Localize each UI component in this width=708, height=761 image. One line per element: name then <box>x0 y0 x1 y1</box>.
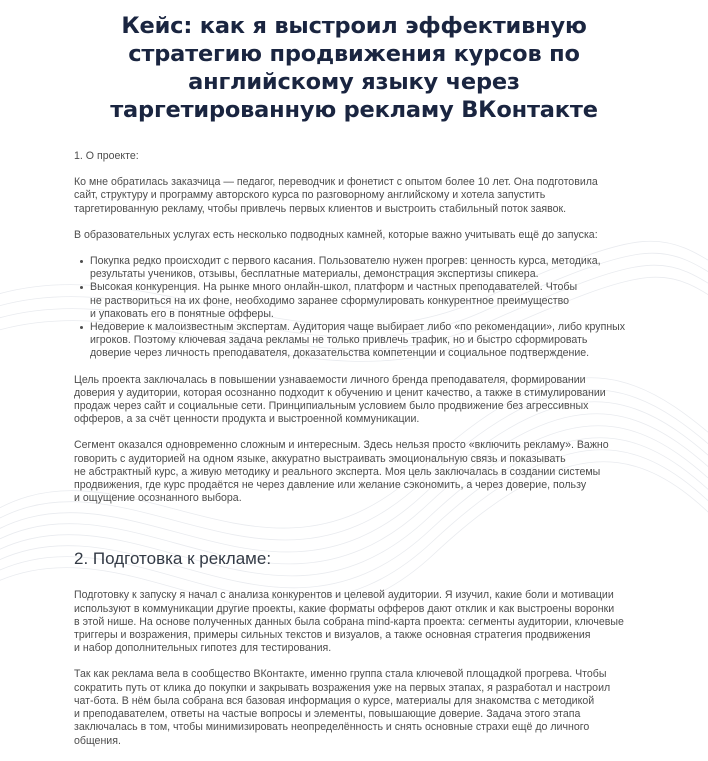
text-line: В образовательных услугах есть несколько подводных камней, которые важно учитывать ещё до запуска: <box>74 228 598 241</box>
title-line: стратегию продвижения курсов по <box>128 41 580 67</box>
pitfalls-list <box>74 255 664 361</box>
text-line: таргетированную рекламу, чтобы привлечь первых клиентов и выстроить стабильный поток заявок. <box>74 202 567 215</box>
section-2-paragraph <box>74 589 664 655</box>
text-line: игроков. Поэтому ключевая задача рекламы не только привлечь трафик, но и быстро сформировать <box>90 334 588 347</box>
article-body <box>74 150 664 761</box>
list-item <box>90 321 664 361</box>
section-1-paragraph <box>74 374 664 427</box>
text-line: Сегмент оказался одновременно сложным и интересным. Здесь нельзя просто «включить рекламу». Важно <box>74 439 609 452</box>
text-line: Цель проекта заключалась в повышении узнаваемости личного бренда преподавателя, формировании <box>74 373 586 386</box>
text-line: доверие через личность преподавателя, доказательства компетенции и социальное подтверждение. <box>90 347 590 360</box>
title-line: английскому языку через <box>188 69 520 95</box>
section-2-paragraph <box>74 668 664 747</box>
text-line: Покупка редко происходит с первого касания. Пользователю нужен прогрев: ценность курса, методика, <box>90 255 601 268</box>
text-line: Ко мне обратилась заказчица — педагог, переводчик и фонетист с опытом более 10 лет. Она подготовила <box>74 176 598 189</box>
list-item <box>90 281 664 321</box>
text-line: сократить путь от клика до покупки и закрывать возражения уже на первых этапах, я разработал и настроил <box>74 681 611 694</box>
text-line: и преподавателем, ответы на частые вопросы и элементы, повышающие доверие. Задача этого этапа <box>74 708 581 721</box>
text-line: не абстрактный курс, а живую методику и реального эксперта. Моя цель заключалась в создании системы <box>74 465 601 478</box>
text-line: офферов, а за счёт ценности продукта и выстроенной коммуникации. <box>74 413 420 426</box>
list-item <box>90 255 664 281</box>
text-line: сайт, структуру и программу авторского курса по разговорному английскому и хотела запустить <box>74 189 546 202</box>
text-line: Высокая конкуренция. На рынке много онлайн-школ, платформ и частных преподавателей. Чтобы <box>90 281 578 294</box>
page-title <box>0 0 708 124</box>
text-line: в этой нише. На основе полученных данных была собрана mind-карта проекта: сегменты аудитории, ключевые <box>74 615 624 628</box>
text-line: и набор дополнительных гипотез для тестирования. <box>74 642 332 655</box>
text-line: продаж через сайт и социальные сети. Принципиальным условием было продвижение без агрессивных <box>74 400 589 413</box>
text-line: говорить с аудиторией на одном языке, аккуратно выстраивать эмоциональную связь и показывать <box>74 452 566 465</box>
text-line: Подготовку к запуску я начал с анализа конкурентов и целевой аудитории. Я изучил, какие боли и мотивации <box>74 589 614 602</box>
section-1-paragraph <box>74 176 664 216</box>
text-line: чат-бота. В нём была собрана вся базовая информация о курсе, материалы для знакомства с методикой <box>74 694 595 707</box>
text-line: используют в коммуникации другие проекты, какие форматы офферов дают отклик и как выстроены воронки <box>74 602 615 615</box>
text-line: результаты учеников, отзывы, бесплатные материалы, демонстрация экспертизы спикера. <box>90 268 539 281</box>
text-line: заключалась в том, чтобы минимизировать неопределённость и снять основные страхи ещё до личного <box>74 721 590 734</box>
text-line: триггеры и возражения, примеры сильных текстов и визуалов, а также основная стратегия продвижения <box>74 629 591 642</box>
title-line: таргетированную рекламу ВКонтакте <box>110 97 598 123</box>
text-line: и ощущение осознанного выбора. <box>74 492 242 505</box>
section-1-paragraph <box>74 229 664 242</box>
section-1-heading: 1. О проекте: <box>74 150 139 162</box>
text-line: Так как реклама вела в сообщество ВКонтакте, именно группа стала ключевой площадкой прогрева. Чтобы <box>74 668 607 681</box>
text-line: Недоверие к малоизвестным экспертам. Аудитория чаще выбирает либо «по рекомендации», либо крупных <box>90 321 626 334</box>
text-line: продвижения, где курс продаётся не через давление или желание сэкономить, а через доверие, пользу <box>74 479 587 492</box>
text-line: общения. <box>74 734 121 747</box>
text-line: и упаковать его в понятные офферы. <box>90 307 274 320</box>
title-line: Кейс: как я выстроил эффективную <box>121 13 587 39</box>
text-line: не раствориться на их фоне, необходимо заранее сформулировать конкурентное преимущество <box>90 294 570 307</box>
section-1-paragraph <box>74 439 664 505</box>
text-line: доверия у аудитории, которая осознанно подходит к обучению и ценит качество, а также в стимулировании <box>74 386 606 399</box>
section-2-heading: 2. Подготовка к рекламе: <box>74 549 272 569</box>
